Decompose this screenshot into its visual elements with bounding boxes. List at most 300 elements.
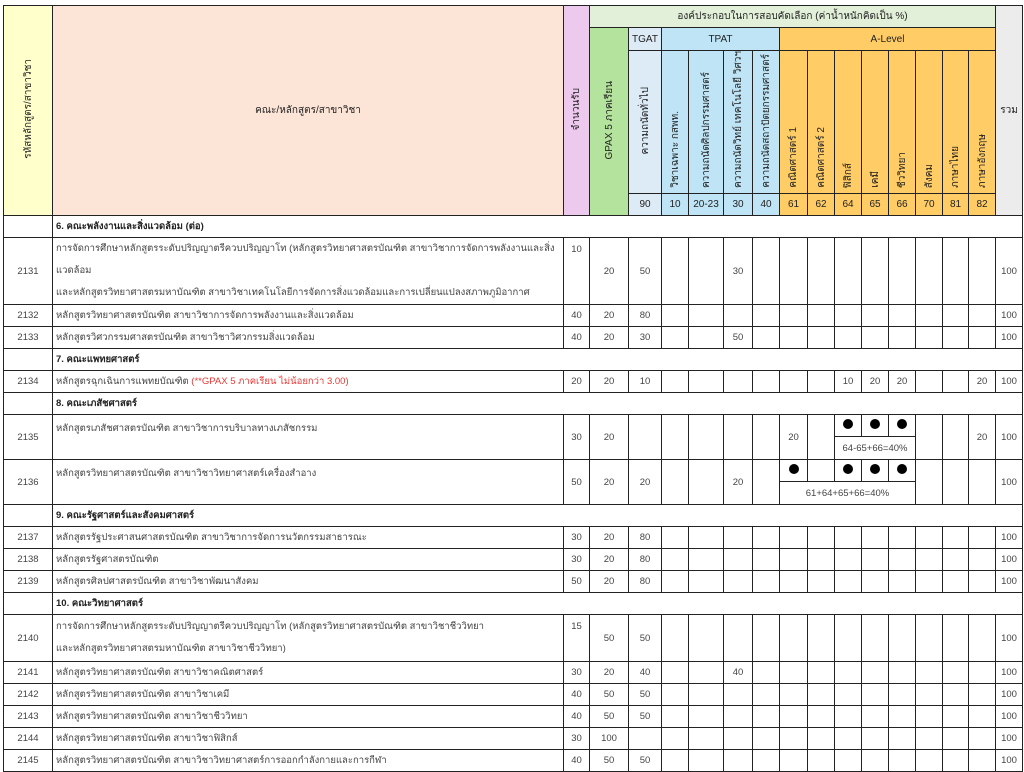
value-cell: 30 xyxy=(564,549,590,571)
value-cell: 20 xyxy=(629,460,662,505)
value-cell xyxy=(889,460,916,482)
value-cell: 100 xyxy=(996,327,1023,349)
value-cell xyxy=(780,662,808,684)
value-cell: 40 xyxy=(564,750,590,772)
value-cell xyxy=(862,305,889,327)
code-cell xyxy=(4,349,53,371)
value-cell xyxy=(753,238,780,305)
value-cell xyxy=(753,684,780,706)
value-cell xyxy=(780,549,808,571)
value-cell: 80 xyxy=(629,305,662,327)
subject-label: ความถนัดศิลปกรรมศาสตร์ xyxy=(700,71,712,188)
value-cell: 30 xyxy=(564,527,590,549)
value-cell xyxy=(662,750,689,772)
section-title: 9. คณะรัฐศาสตร์และสังคมศาสตร์ xyxy=(53,505,1023,527)
value-cell xyxy=(780,571,808,593)
value-cell xyxy=(943,415,969,460)
value-cell xyxy=(662,549,689,571)
subject-code-70: 70 xyxy=(916,194,943,216)
value-cell xyxy=(808,615,835,662)
value-cell xyxy=(862,571,889,593)
value-cell xyxy=(916,327,943,349)
value-cell xyxy=(916,706,943,728)
program-name: หลักสูตรเภสัชศาสตรบัณฑิต สาขาวิชาการบริบาลทางเภสัชกรรม xyxy=(53,415,564,460)
value-cell xyxy=(808,371,835,393)
value-cell: 20 xyxy=(590,460,629,505)
value-cell xyxy=(969,549,996,571)
code-cell: 2138 xyxy=(4,549,53,571)
value-cell xyxy=(862,415,889,437)
value-cell: 40 xyxy=(629,662,662,684)
value-cell: 100 xyxy=(996,728,1023,750)
program-name xyxy=(53,327,564,349)
components-group-header: องค์ประกอบในการสอบคัดเลือก (ค่าน้ำหนักคิดเป็น %) xyxy=(590,6,996,28)
value-cell: 10 xyxy=(629,371,662,393)
value-cell: 20 xyxy=(590,571,629,593)
dot-marker-icon xyxy=(897,419,907,429)
value-cell: 100 xyxy=(996,371,1023,393)
value-cell xyxy=(969,571,996,593)
value-cell xyxy=(753,571,780,593)
value-cell xyxy=(662,571,689,593)
value-cell xyxy=(662,415,689,460)
value-cell xyxy=(808,662,835,684)
value-cell: 80 xyxy=(629,571,662,593)
value-cell xyxy=(969,327,996,349)
subject-header-30 xyxy=(724,51,753,194)
value-cell xyxy=(689,371,724,393)
combined-weight-cell: 61+64+65+66=40% xyxy=(780,482,916,505)
value-cell: 20 xyxy=(724,460,753,505)
tpat-group-header: TPAT xyxy=(662,28,780,51)
value-cell: 20 xyxy=(590,305,629,327)
value-cell xyxy=(662,728,689,750)
value-cell xyxy=(808,415,835,460)
value-cell xyxy=(916,527,943,549)
code-header-label: รหัสหลักสูตร/สาขาวิชา xyxy=(22,59,34,159)
value-cell: 100 xyxy=(996,305,1023,327)
subject-header-10 xyxy=(662,51,689,194)
table-row xyxy=(4,684,1023,706)
table-row xyxy=(4,662,1023,684)
program-name-text: การจัดการศึกษาหลักสูตรระดับปริญญาตรีควบปริญญาโท (หลักสูตรวิทยาศาสตรบัณฑิต สาขาวิชาชีววิทยา xyxy=(56,621,485,632)
value-cell xyxy=(753,615,780,662)
program-name xyxy=(53,750,564,772)
code-cell: 2145 xyxy=(4,750,53,772)
value-cell: 100 xyxy=(996,460,1023,505)
value-cell xyxy=(835,684,862,706)
value-cell: 100 xyxy=(996,684,1023,706)
value-cell: 50 xyxy=(590,750,629,772)
code-cell: 2133 xyxy=(4,327,53,349)
admission-criteria-table xyxy=(3,5,1023,772)
value-cell xyxy=(943,728,969,750)
value-cell xyxy=(780,615,808,662)
section-title: 10. คณะวิทยาศาสตร์ xyxy=(53,593,1023,615)
value-cell xyxy=(862,238,889,305)
value-cell: 50 xyxy=(590,706,629,728)
value-cell xyxy=(835,305,862,327)
value-cell: 20 xyxy=(564,371,590,393)
program-name-text-2: และหลักสูตรวิทยาศาสตรมหาบัณฑิต สาขาวิชาชีววิทยา) xyxy=(56,643,286,654)
table-row xyxy=(4,750,1023,772)
value-cell: 40 xyxy=(564,684,590,706)
value-cell xyxy=(662,305,689,327)
value-cell xyxy=(689,662,724,684)
value-cell: 100 xyxy=(590,728,629,750)
code-cell: 2142 xyxy=(4,684,53,706)
value-cell xyxy=(943,615,969,662)
value-cell xyxy=(724,527,753,549)
value-cell xyxy=(916,305,943,327)
value-cell: 100 xyxy=(996,549,1023,571)
program-name-text: หลักสูตรรัฐศาสตรบัณฑิต xyxy=(56,554,159,565)
subject-code-62: 62 xyxy=(808,194,835,216)
value-cell xyxy=(969,684,996,706)
subject-code-65: 65 xyxy=(862,194,889,216)
value-cell xyxy=(689,684,724,706)
value-cell xyxy=(629,728,662,750)
subject-header-40 xyxy=(753,51,780,194)
subject-header-64 xyxy=(835,51,862,194)
value-cell: 40 xyxy=(724,662,753,684)
value-cell xyxy=(724,706,753,728)
value-cell xyxy=(943,305,969,327)
value-cell xyxy=(943,750,969,772)
value-cell: 20 xyxy=(780,415,808,460)
value-cell xyxy=(969,615,996,662)
value-cell: 50 xyxy=(590,684,629,706)
table-row xyxy=(4,238,1023,305)
section-title: 8. คณะเภสัชศาสตร์ xyxy=(53,393,1023,415)
subject-code-30: 30 xyxy=(724,194,753,216)
value-cell: 50 xyxy=(724,327,753,349)
subject-label: ความถนัดวิทย์ เทคโนโลยี วิศวฯ xyxy=(732,51,744,188)
code-cell: 2141 xyxy=(4,662,53,684)
code-cell: 2144 xyxy=(4,728,53,750)
dot-marker-icon xyxy=(843,464,853,474)
value-cell xyxy=(943,371,969,393)
value-cell xyxy=(889,706,916,728)
value-cell xyxy=(753,460,780,505)
value-cell: 80 xyxy=(629,527,662,549)
value-cell xyxy=(835,615,862,662)
value-cell xyxy=(916,615,943,662)
dot-marker-icon xyxy=(789,464,799,474)
subject-code-40: 40 xyxy=(753,194,780,216)
gpax-header-label: GPAX 5 ภาคเรียน xyxy=(603,80,615,160)
recv-header-label: จำนวนรับ xyxy=(571,87,582,131)
value-cell: 20 xyxy=(590,371,629,393)
code-cell: 2137 xyxy=(4,527,53,549)
value-cell xyxy=(780,684,808,706)
subject-code-81: 81 xyxy=(943,194,969,216)
value-cell: 100 xyxy=(996,662,1023,684)
value-cell xyxy=(689,460,724,505)
value-cell xyxy=(662,327,689,349)
value-cell: 20 xyxy=(590,527,629,549)
subject-header-66 xyxy=(889,51,916,194)
program-name xyxy=(53,684,564,706)
value-cell xyxy=(689,238,724,305)
value-cell xyxy=(862,728,889,750)
value-cell xyxy=(916,684,943,706)
value-cell xyxy=(889,684,916,706)
value-cell: 40 xyxy=(564,305,590,327)
value-cell xyxy=(808,750,835,772)
program-name xyxy=(53,728,564,750)
code-cell xyxy=(4,393,53,415)
code-cell xyxy=(4,593,53,615)
name-column-header: คณะ/หลักสูตร/สาขาวิชา xyxy=(53,6,564,216)
value-cell xyxy=(943,684,969,706)
value-cell xyxy=(724,571,753,593)
value-cell: 50 xyxy=(629,706,662,728)
value-cell: 15 xyxy=(564,615,590,662)
value-cell xyxy=(662,706,689,728)
value-cell xyxy=(753,728,780,750)
value-cell: 20 xyxy=(969,415,996,460)
program-name xyxy=(53,615,564,662)
subject-label: ความถนัดสถาปัตยกรรมศาสตร์ xyxy=(760,54,772,188)
value-cell: 20 xyxy=(862,371,889,393)
program-name xyxy=(53,662,564,684)
value-cell xyxy=(753,327,780,349)
value-cell xyxy=(724,684,753,706)
combined-weight-cell: 64-65+66=40% xyxy=(835,437,916,460)
value-cell: 20 xyxy=(590,549,629,571)
value-cell: 30 xyxy=(724,238,753,305)
value-cell xyxy=(753,415,780,460)
value-cell xyxy=(724,728,753,750)
value-cell: 20 xyxy=(590,327,629,349)
value-cell xyxy=(916,415,943,460)
value-cell xyxy=(808,684,835,706)
value-cell xyxy=(889,728,916,750)
value-cell xyxy=(689,549,724,571)
dot-marker-icon xyxy=(897,464,907,474)
subject-code-61: 61 xyxy=(780,194,808,216)
program-name xyxy=(53,371,564,393)
subject-label: คณิตศาสตร์ 2 xyxy=(815,127,827,188)
program-name xyxy=(53,238,564,305)
value-cell xyxy=(862,460,889,482)
program-name-text: หลักสูตรฉุกเฉินการแพทยบัณฑิต xyxy=(56,376,189,387)
value-cell xyxy=(835,662,862,684)
value-cell xyxy=(943,662,969,684)
value-cell xyxy=(780,750,808,772)
value-cell xyxy=(753,549,780,571)
value-cell xyxy=(724,750,753,772)
value-cell xyxy=(943,549,969,571)
value-cell xyxy=(808,549,835,571)
value-cell xyxy=(943,327,969,349)
value-cell xyxy=(835,706,862,728)
dot-marker-icon xyxy=(843,419,853,429)
value-cell: 30 xyxy=(564,728,590,750)
value-cell xyxy=(724,371,753,393)
value-cell xyxy=(835,527,862,549)
value-cell xyxy=(662,371,689,393)
value-cell: 100 xyxy=(996,750,1023,772)
value-cell xyxy=(780,371,808,393)
code-cell xyxy=(4,505,53,527)
value-cell: 20 xyxy=(889,371,916,393)
value-cell xyxy=(969,460,996,505)
program-name-text: หลักสูตรวิทยาศาสตรบัณฑิต สาขาวิชาคณิตศาสตร์ xyxy=(56,667,264,678)
table-row xyxy=(4,371,1023,393)
value-cell xyxy=(889,527,916,549)
value-cell xyxy=(689,305,724,327)
value-cell xyxy=(969,662,996,684)
value-cell xyxy=(780,327,808,349)
value-cell: 50 xyxy=(629,684,662,706)
code-cell: 2143 xyxy=(4,706,53,728)
value-cell xyxy=(916,371,943,393)
value-cell xyxy=(889,238,916,305)
value-cell: 50 xyxy=(629,615,662,662)
value-cell xyxy=(969,706,996,728)
value-cell xyxy=(835,571,862,593)
program-name-text: หลักสูตรศิลปศาสตรบัณฑิต สาขาวิชาพัฒนาสังคม xyxy=(56,576,259,587)
subject-header-81 xyxy=(943,51,969,194)
program-name-text: การจัดการศึกษาหลักสูตรระดับปริญญาตรีควบปริญญาโท (หลักสูตรวิทยาศาสตรบัณฑิต สาขาวิชาการจัดการพลังงานและสิ่งแวดล้อม xyxy=(56,243,555,276)
value-cell: 50 xyxy=(629,238,662,305)
value-cell: 50 xyxy=(564,460,590,505)
program-name-text: หลักสูตรรัฐประศาสนศาสตรบัณฑิต สาขาวิชาการจัดการนวัตกรรมสาธารณะ xyxy=(56,532,367,543)
value-cell: 20 xyxy=(590,662,629,684)
program-name-text: หลักสูตรวิทยาศาสตรบัณฑิต สาขาวิชาเคมี xyxy=(56,689,230,700)
value-cell xyxy=(780,706,808,728)
value-cell: 40 xyxy=(564,327,590,349)
subject-code-90: 90 xyxy=(629,194,662,216)
code-cell: 2136 xyxy=(4,460,53,505)
value-cell xyxy=(969,750,996,772)
value-cell xyxy=(889,571,916,593)
subject-code-10: 10 xyxy=(662,194,689,216)
subject-header-70 xyxy=(916,51,943,194)
table-row xyxy=(4,327,1023,349)
value-cell xyxy=(780,460,808,482)
value-cell xyxy=(689,706,724,728)
value-cell xyxy=(808,305,835,327)
value-cell xyxy=(753,371,780,393)
value-cell xyxy=(662,662,689,684)
value-cell xyxy=(943,527,969,549)
table-row xyxy=(4,549,1023,571)
value-cell: 30 xyxy=(629,327,662,349)
program-name xyxy=(53,706,564,728)
value-cell xyxy=(862,549,889,571)
subject-label: สังคม xyxy=(923,163,935,188)
value-cell: 100 xyxy=(996,238,1023,305)
value-cell: 40 xyxy=(564,706,590,728)
program-name xyxy=(53,549,564,571)
table-row xyxy=(4,571,1023,593)
program-name-text: หลักสูตรวิทยาศาสตรบัณฑิต สาขาวิชาฟิสิกส์ xyxy=(56,733,238,744)
code-cell: 2134 xyxy=(4,371,53,393)
subject-code-64: 64 xyxy=(835,194,862,216)
value-cell xyxy=(835,415,862,437)
value-cell: 20 xyxy=(590,415,629,460)
value-cell: 80 xyxy=(629,549,662,571)
code-cell: 2132 xyxy=(4,305,53,327)
value-cell xyxy=(969,527,996,549)
value-cell xyxy=(689,615,724,662)
program-name-text: หลักสูตรวิทยาศาสตรบัณฑิต สาขาวิชาวิทยาศาสตร์การออกกำลังกายและการกีฬา xyxy=(56,755,387,766)
table-row xyxy=(4,305,1023,327)
value-cell: 50 xyxy=(590,615,629,662)
value-cell xyxy=(808,728,835,750)
table-row xyxy=(4,728,1023,750)
dot-marker-icon xyxy=(870,419,880,429)
value-cell xyxy=(862,327,889,349)
value-cell xyxy=(969,728,996,750)
table-row xyxy=(4,615,1023,662)
value-cell xyxy=(753,662,780,684)
value-cell xyxy=(889,415,916,437)
program-note: (**GPAX 5 ภาคเรียน ไม่น้อยกว่า 3.00) xyxy=(191,376,349,387)
value-cell xyxy=(689,415,724,460)
value-cell xyxy=(753,305,780,327)
value-cell: 30 xyxy=(564,662,590,684)
code-cell: 2131 xyxy=(4,238,53,305)
subject-header-61 xyxy=(780,51,808,194)
value-cell: 50 xyxy=(629,750,662,772)
value-cell xyxy=(862,706,889,728)
value-cell xyxy=(889,327,916,349)
value-cell xyxy=(835,750,862,772)
value-cell xyxy=(916,549,943,571)
value-cell: 20 xyxy=(969,371,996,393)
value-cell xyxy=(662,460,689,505)
value-cell xyxy=(889,305,916,327)
subject-label: ชีววิทยา xyxy=(896,151,908,188)
value-cell xyxy=(808,460,835,482)
value-cell xyxy=(862,684,889,706)
subject-label: เคมี xyxy=(869,171,881,188)
subject-label: วิชาเฉพาะ กสพท. xyxy=(669,111,681,188)
code-column-header xyxy=(4,6,53,216)
section-row xyxy=(4,393,1023,415)
subject-label: ความถนัดทั่วไป xyxy=(639,86,651,155)
value-cell xyxy=(862,750,889,772)
subject-label: ฟิสิกส์ xyxy=(842,162,854,188)
subject-label: ภาษาไทย xyxy=(950,146,961,188)
total-column-header: รวม xyxy=(996,6,1023,216)
value-cell xyxy=(662,684,689,706)
value-cell: 50 xyxy=(564,571,590,593)
subject-code-66: 66 xyxy=(889,194,916,216)
value-cell xyxy=(862,615,889,662)
value-cell xyxy=(862,527,889,549)
value-cell xyxy=(916,571,943,593)
value-cell xyxy=(724,615,753,662)
subject-header-62 xyxy=(808,51,835,194)
value-cell xyxy=(780,527,808,549)
value-cell xyxy=(862,662,889,684)
value-cell xyxy=(808,571,835,593)
value-cell xyxy=(943,571,969,593)
value-cell xyxy=(916,460,943,505)
value-cell xyxy=(916,238,943,305)
value-cell xyxy=(780,305,808,327)
code-cell: 2139 xyxy=(4,571,53,593)
table-row xyxy=(4,460,1023,482)
value-cell: 100 xyxy=(996,706,1023,728)
value-cell: 100 xyxy=(996,415,1023,460)
value-cell xyxy=(724,415,753,460)
